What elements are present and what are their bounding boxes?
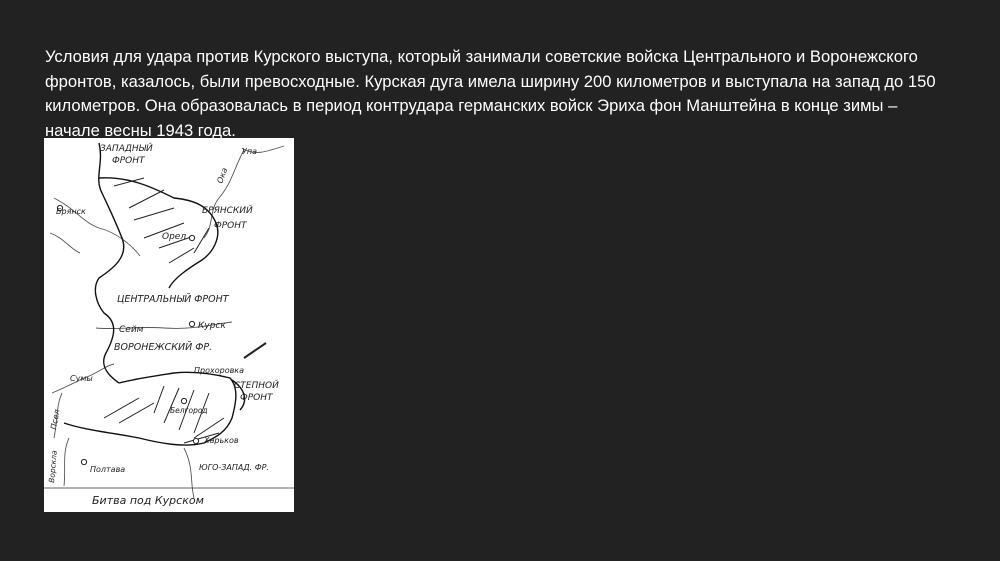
arrow bbox=[194, 228, 209, 253]
river-branch bbox=[50, 233, 80, 253]
label-western-front-2: ФРОНТ bbox=[112, 156, 145, 166]
kursk-battle-map bbox=[44, 138, 294, 512]
label-belgorod: Белгород bbox=[170, 406, 208, 415]
label-steppe-front-2: ФРОНТ bbox=[240, 393, 273, 403]
slide-body-text: Условия для удара против Курского выступа, который занимали советские войска Центрального и Воронежского фронтов, казалось, были превосходные. Курская дуга имела ширину 200 километров и выступала на запад до 150 километров. Она образовалась в период контрудара германских войск Эриха фон Манштейна в конце зимы – начале весны 1943 года. bbox=[45, 47, 936, 140]
arrow bbox=[134, 208, 174, 220]
label-kursk: Курск bbox=[198, 321, 226, 331]
label-bryansk-front-2: ФРОНТ bbox=[214, 221, 247, 231]
label-sumy: Сумы bbox=[70, 374, 93, 383]
label-vorskla: Ворскла bbox=[47, 449, 59, 484]
label-upa: Упа bbox=[242, 147, 258, 156]
label-bryansk: Брянск bbox=[56, 207, 86, 216]
label-kharkov: Харьков bbox=[204, 436, 239, 445]
city-dot-kursk bbox=[189, 321, 194, 326]
arrow bbox=[129, 190, 164, 208]
city-dot-orel bbox=[189, 235, 194, 240]
label-orel: Орел bbox=[162, 232, 187, 242]
rivers bbox=[50, 146, 284, 498]
label-southwest-front: ЮГО-ЗАПАД. ФР. bbox=[199, 463, 269, 472]
city-dot-poltava bbox=[81, 459, 86, 464]
label-psel: Псел bbox=[49, 408, 62, 431]
label-voronezh-front: ВОРОНЕЖСКИЙ ФР. bbox=[114, 342, 213, 353]
city-markers bbox=[57, 205, 198, 464]
label-western-front-1: ЗАПАДНЫЙ bbox=[100, 144, 153, 154]
city-dot-belgorod bbox=[181, 398, 186, 403]
label-bryansk-front-1: БРЯНСКИЙ bbox=[202, 206, 253, 216]
map-caption: Битва под Курском bbox=[92, 494, 204, 507]
arrow bbox=[169, 248, 194, 263]
steppe-arrow bbox=[244, 343, 266, 358]
label-steppe-front-1: СТЕПНОЙ bbox=[234, 381, 279, 391]
map-drawing bbox=[44, 138, 294, 512]
river-vorskla bbox=[64, 438, 69, 486]
label-poltava: Полтава bbox=[90, 465, 126, 474]
arrow bbox=[154, 386, 164, 413]
river-donets bbox=[184, 448, 194, 498]
label-oka: Ока bbox=[215, 166, 230, 185]
city-dot-kharkov bbox=[193, 438, 198, 443]
label-prokhorovka: Прохоровка bbox=[194, 366, 245, 375]
label-seim: Сейм bbox=[119, 325, 144, 335]
belgorod-line bbox=[64, 372, 236, 445]
label-central-front: ЦЕНТРАЛЬНЫЙ ФРОНТ bbox=[117, 294, 229, 305]
